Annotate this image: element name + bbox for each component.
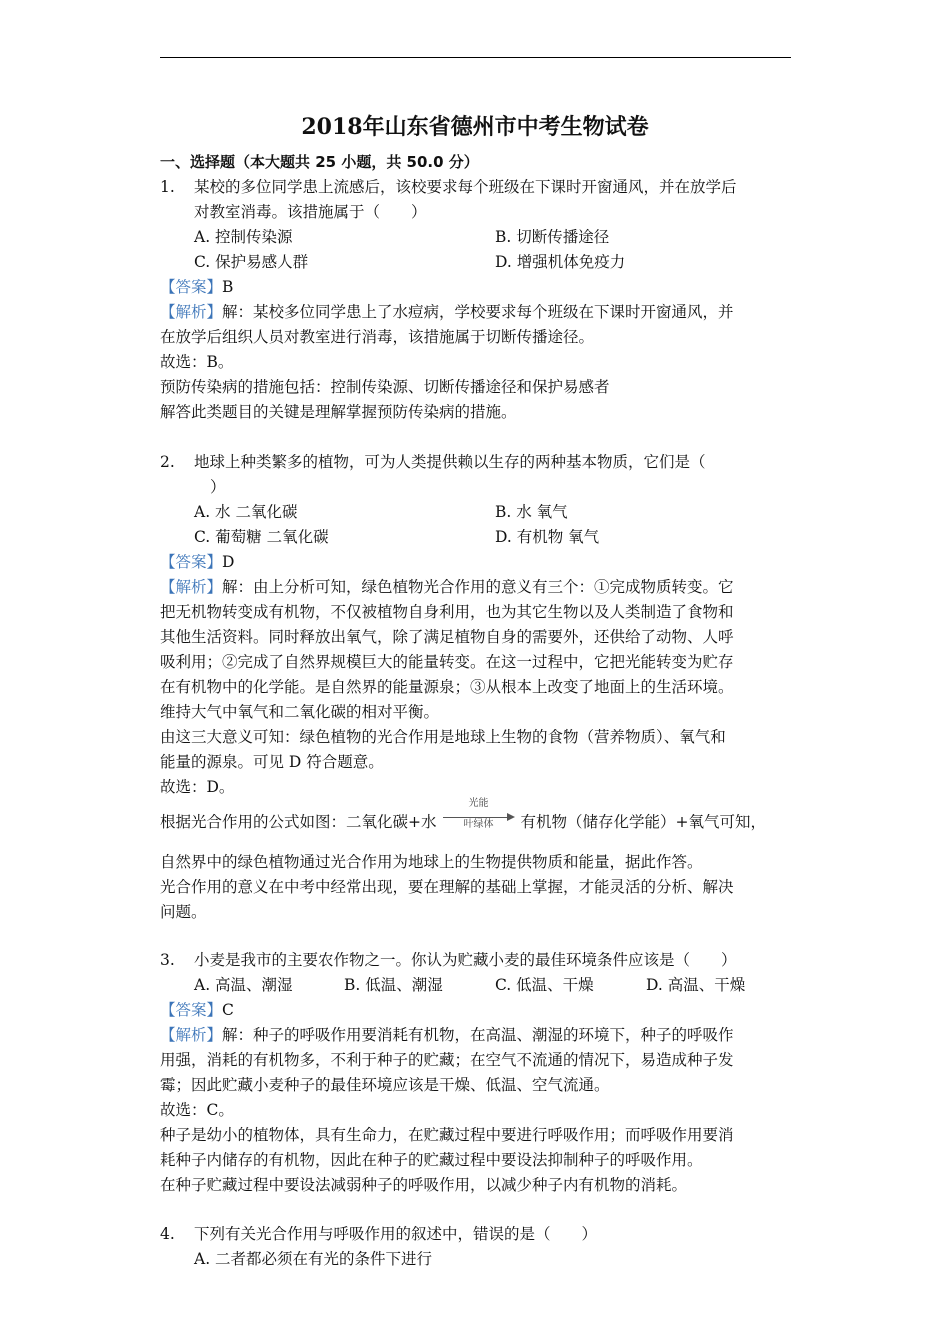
answer-value: D (222, 553, 235, 571)
analysis-text: 吸利用；②完成了自然界规模巨大的能量转变。在这一过程中，它把光能转变为贮存 (160, 653, 734, 671)
analysis-text: 维持大气中氧气和二氧化碳的相对平衡。 (160, 703, 440, 721)
question-stem: 某校的多位同学患上流感后，该校要求每个班级在下课时开窗通风，并在放学后 (194, 178, 737, 196)
answer-value: B (222, 278, 234, 296)
analysis-tag: 【解析】 (160, 578, 223, 596)
analysis-text: 在有机物中的化学能。是自然界的能量源泉；③从根本上改变了地面上的生活环境。 (160, 678, 734, 696)
question-stem: ） (210, 478, 226, 496)
option-d: D. 有机物 氧气 (495, 528, 600, 546)
analysis-text: 种子是幼小的植物体，具有生命力，在贮藏过程中要进行呼吸作用；而呼吸作用要消 (160, 1126, 734, 1144)
answer-line (160, 275, 233, 300)
analysis-tag: 【解析】 (160, 1026, 223, 1044)
option-c: C. 低温、干燥 (495, 976, 594, 994)
option-c: C. 保护易感人群 (194, 253, 309, 271)
analysis-line (160, 1023, 734, 1048)
option-b: B. 水 氧气 (495, 503, 568, 521)
question-stem: 下列有关光合作用与呼吸作用的叙述中，错误的是（ ） (194, 1225, 598, 1243)
question-number: 2. (160, 453, 175, 471)
analysis-text: 问题。 (160, 903, 207, 921)
analysis-line (160, 575, 734, 600)
answer-tag: 【答案】 (160, 553, 223, 571)
arrow-condition-chloroplast: 叶绿体 (463, 819, 494, 830)
analysis-text: 耗种子内储存的有机物，因此在种子的贮藏过程中要设法抑制种子的呼吸作用。 (160, 1151, 703, 1169)
option-d: D. 增强机体免疫力 (495, 253, 626, 271)
analysis-text: 故选：B。 (160, 353, 234, 371)
photosynthesis-formula (160, 798, 766, 835)
analysis-text: 用强，消耗的有机物多，不利于种子的贮藏；在空气不流通的情况下，易造成种子发 (160, 1051, 734, 1069)
analysis-text: 解：由上分析可知，绿色植物光合作用的意义有三个：①完成物质转变。它 (222, 578, 734, 596)
formula-products: 有机物（储存化学能）+氧气可知， (520, 813, 766, 831)
reaction-arrow (441, 798, 517, 835)
answer-value: C (222, 1001, 234, 1019)
page-title: 2018年山东省德州市中考生物试卷 (301, 114, 649, 140)
option-a: A. 水 二氧化碳 (194, 503, 298, 521)
header-rule (160, 57, 791, 58)
option-b: B. 切断传播途径 (495, 228, 610, 246)
analysis-text: 在放学后组织人员对教室进行消毒，该措施属于切断传播途径。 (160, 328, 595, 346)
arrow-line (443, 817, 511, 818)
analysis-line (160, 300, 734, 325)
analysis-text: 其他生活资料。同时释放出氧气，除了满足植物自身的需要外，还供给了动物、人呼 (160, 628, 734, 646)
analysis-text: 由这三大意义可知：绿色植物的光合作用是地球上生物的食物（营养物质）、氧气和 (160, 728, 726, 746)
analysis-text: 光合作用的意义在中考中经常出现，要在理解的基础上掌握，才能灵活的分析、解决 (160, 878, 734, 896)
analysis-text: 故选：D。 (160, 778, 235, 796)
option-a: A. 控制传染源 (194, 228, 293, 246)
question-number: 3. (160, 951, 175, 969)
analysis-text: 霉；因此贮藏小麦种子的最佳环境应该是干燥、低温、空气流通。 (160, 1076, 610, 1094)
answer-tag: 【答案】 (160, 1001, 223, 1019)
option-b: B. 低温、潮湿 (344, 976, 443, 994)
analysis-text: 能量的源泉。可见 D 符合题意。 (160, 753, 384, 771)
question-stem: 小麦是我市的主要农作物之一。你认为贮藏小麦的最佳环境条件应该是（ ） (194, 951, 737, 969)
analysis-tag: 【解析】 (160, 303, 223, 321)
analysis-text: 把无机物转变成有机物，不仅被植物自身利用，也为其它生物以及人类制造了食物和 (160, 603, 734, 621)
analysis-text: 故选：C。 (160, 1101, 234, 1119)
analysis-text: 解答此类题目的关键是理解掌握预防传染病的措施。 (160, 403, 517, 421)
formula-reactants: 根据光合作用的公式如图：二氧化碳+水 (160, 813, 437, 831)
option-d: D. 高温、干燥 (646, 976, 746, 994)
answer-line (160, 998, 234, 1023)
analysis-text: 解：种子的呼吸作用要消耗有机物，在高温、潮湿的环境下，种子的呼吸作 (222, 1026, 734, 1044)
section-heading: 一、选择题（本大题共 25 小题，共 50.0 分） (160, 153, 479, 171)
analysis-text: 自然界中的绿色植物通过光合作用为地球上的生物提供物质和能量，据此作答。 (160, 853, 703, 871)
option-a: A. 二者都必须在有光的条件下进行 (194, 1250, 433, 1268)
arrow-condition-light: 光能 (468, 798, 489, 809)
question-number: 1. (160, 178, 175, 196)
answer-line (160, 550, 234, 575)
question-stem: 地球上种类繁多的植物，可为人类提供赖以生存的两种基本物质，它们是（ (194, 453, 706, 471)
answer-tag: 【答案】 (160, 278, 223, 296)
option-a: A. 高温、潮湿 (194, 976, 293, 994)
question-number: 4. (160, 1225, 175, 1243)
analysis-text: 解：某校多位同学患上了水痘病，学校要求每个班级在下课时开窗通风，并 (222, 303, 734, 321)
question-stem: 对教室消毒。该措施属于（ ） (194, 203, 427, 221)
analysis-text: 预防传染病的措施包括：控制传染源、切断传播途径和保护易感者 (160, 378, 610, 396)
analysis-text: 在种子贮藏过程中要设法减弱种子的呼吸作用，以减少种子内有机物的消耗。 (160, 1176, 688, 1194)
option-c: C. 葡萄糖 二氧化碳 (194, 528, 329, 546)
